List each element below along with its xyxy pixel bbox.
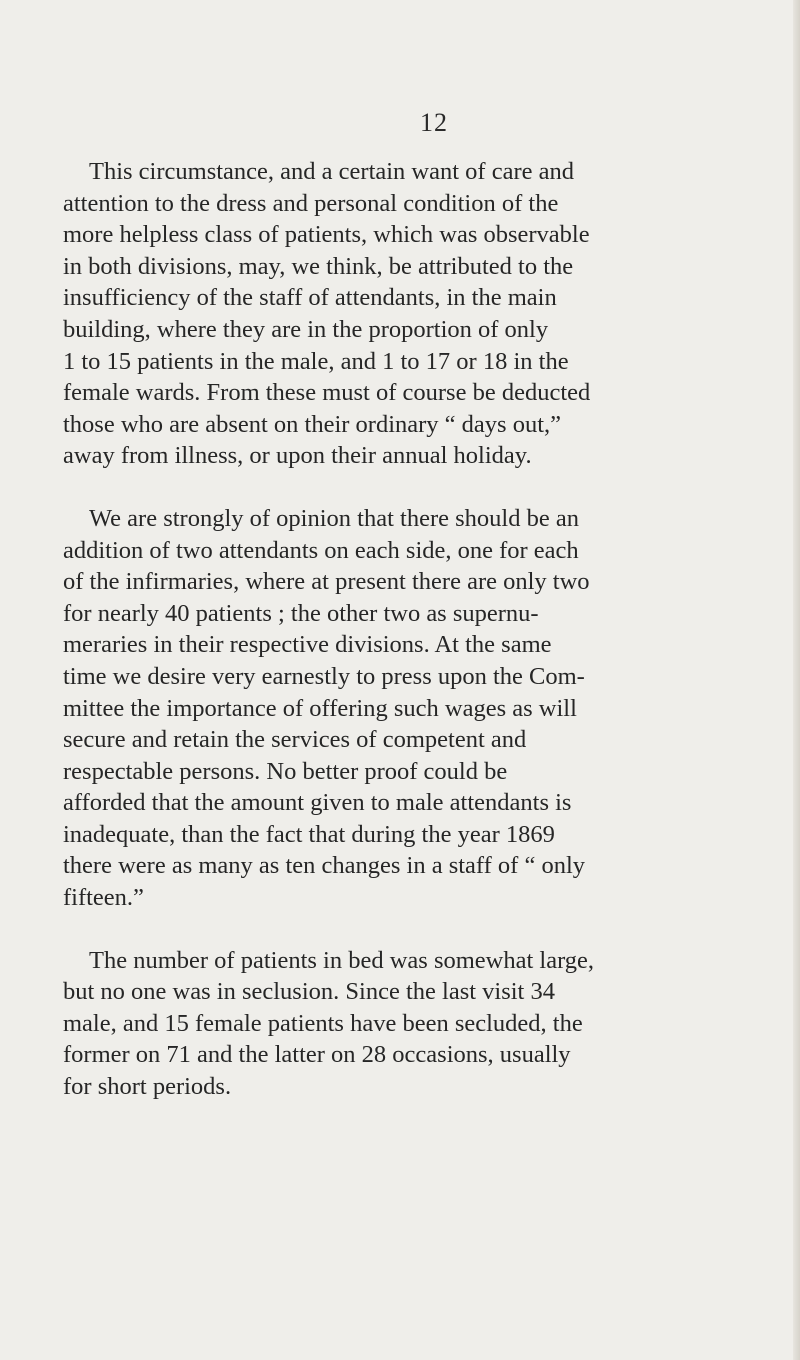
text-line: meraries in their respective divisions. At the same — [63, 631, 552, 659]
text-line: insufficiency of the staff of attendants, in the main — [63, 284, 557, 312]
text-line: in both divisions, may, we think, be attributed to the — [63, 252, 574, 280]
paragraph-1 — [63, 156, 733, 472]
paragraph-spacer — [63, 472, 733, 503]
body-text — [63, 156, 733, 1103]
text-line: secure and retain the services of competent and — [63, 726, 527, 754]
text-line: attention to the dress and personal condition of the — [63, 189, 559, 217]
text-line: building, where they are in the proportion of only — [63, 315, 549, 343]
text-line: but no one was in seclusion. Since the last visit 34 — [63, 978, 555, 1006]
text-line: former on 71 and the latter on 28 occasions, usually — [63, 1041, 571, 1069]
text-line: 1 to 15 patients in the male, and 1 to 17 or 18 in the — [63, 347, 569, 375]
page-number: 12 — [420, 108, 448, 137]
text-line: afforded that the amount given to male attendants is — [63, 789, 572, 817]
text-line: away from illness, or upon their annual holiday. — [63, 442, 532, 470]
text-line: those who are absent on their ordinary “ days out,” — [63, 410, 562, 438]
text-line: male, and 15 female patients have been secluded, the — [63, 1009, 583, 1037]
paragraph-spacer — [63, 914, 733, 945]
text-line: there were as many as ten changes in a staff of “ only — [63, 852, 586, 880]
text-line: mittee the importance of offering such wages as will — [63, 694, 577, 722]
text-line: addition of two attendants on each side, one for each — [63, 536, 579, 564]
text-line: respectable persons. No better proof could be — [63, 757, 508, 785]
paragraph-2 — [63, 503, 733, 914]
text-line: The number of patients in bed was somewhat large, — [89, 946, 595, 974]
text-line: more helpless class of patients, which was observable — [63, 221, 590, 249]
text-line: female wards. From these must of course be deducted — [63, 379, 591, 407]
text-line: This circumstance, and a certain want of care and — [89, 158, 574, 185]
text-line: for nearly 40 patients ; the other two as supernu- — [63, 599, 539, 627]
text-line: fifteen.” — [63, 884, 144, 912]
text-line: We are strongly of opinion that there should be an — [89, 504, 579, 532]
paragraph-3 — [63, 945, 733, 1103]
text-line: of the infirmaries, where at present there are only two — [63, 568, 590, 596]
text-line: time we desire very earnestly to press upon the Com- — [63, 662, 585, 690]
page-edge-shadow — [793, 0, 800, 1360]
text-line: inadequate, than the fact that during the year 1869 — [63, 820, 555, 848]
text-line: for short periods. — [63, 1073, 232, 1101]
